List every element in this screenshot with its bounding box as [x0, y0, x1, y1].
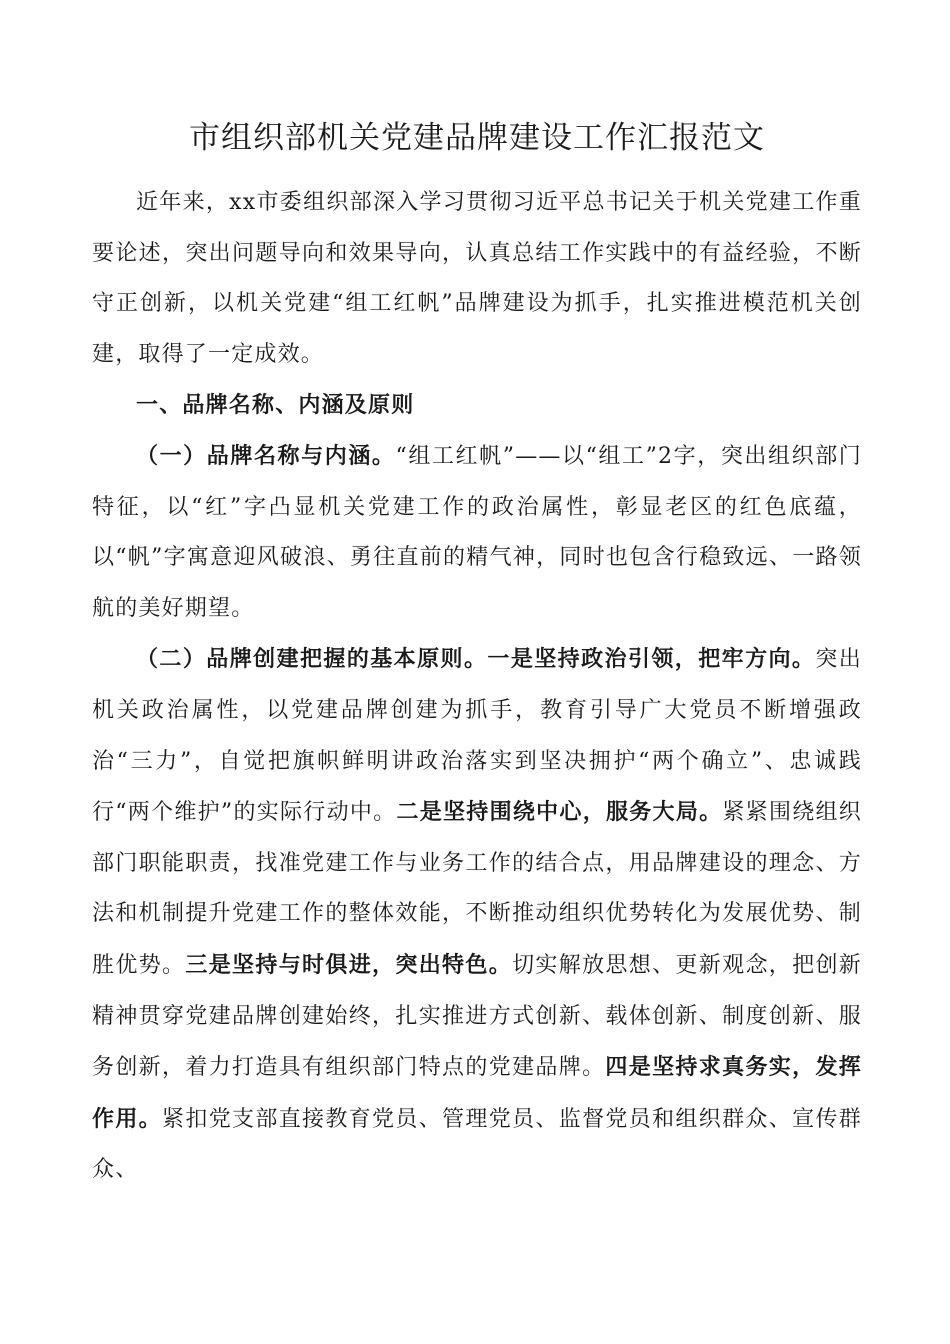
- principle-2-label: 二是坚持围绕中心，服务大局。: [396, 799, 723, 826]
- paragraph-text: “组工红帆”——以“组工”2字，突出组织部门特征，以“红”字凸显机关党建工作的政治属性，彰显老区的红色底蕴，以“帆”字寓意迎风破浪、勇往直前的精气神，同时也包含行稳致远、一路领航的美好期望。: [92, 443, 862, 621]
- intro-paragraph: 近年来，xx市委组织部深入学习贯彻习近平总书记关于机关党建工作重要论述，突出问题导向和效果导向，认真总结工作实践中的有益经验，不断守正创新，以机关党建“组工红帆”品牌建设为抓手，扎实推进模范机关创建，取得了一定成效。: [92, 190, 862, 367]
- principle-4-text: 紧扣党支部直接教育党员、管理党员、监督党员和组织群众、宣传群众、: [92, 1106, 862, 1183]
- principle-1-text: 突出机关政治属性，以党建品牌创建为抓手，教育引导广大党员不断增强政治“三力”，自觉把旗帜鲜明讲政治落实到坚决拥护“两个确立”、忠诚践行“两个维护”的实际行动中。: [92, 647, 862, 826]
- principle-2-text: 紧紧围绕组织部门职能职责，找准党建工作与业务工作的结合点，用品牌建设的理念、方法和机制提升党建工作的整体效能，不断推动组织优势转化为发展优势、制胜优势。: [92, 800, 862, 978]
- subsection-brand-name-paragraph: [92, 431, 862, 634]
- subsection-label: （一）品牌名称与内涵。: [136, 442, 396, 469]
- principle-3-label: 三是坚持与时俱进，突出特色。: [185, 951, 513, 978]
- section-heading: 一、品牌名称、内涵及原则: [136, 392, 415, 419]
- subsection-principles-paragraph: [92, 634, 862, 1196]
- document-title: 市组织部机关党建品牌建设工作汇报范文: [189, 120, 765, 156]
- document-page: [92, 112, 862, 1196]
- principle-4-label: 四是坚持求真务实，发挥作用。: [92, 1054, 862, 1132]
- principle-1-label: 一是坚持政治引领，把牢方向。: [487, 646, 816, 673]
- principle-3-text: 切实解放思想、更新观念，把创新精神贯穿党建品牌创建始终，扎实推进方式创新、载体创新、制度创新、服务创新，着力打造具有组织部门特点的党建品牌。: [92, 952, 862, 1081]
- subsection-label: （二）品牌创建把握的基本原则。: [136, 646, 488, 673]
